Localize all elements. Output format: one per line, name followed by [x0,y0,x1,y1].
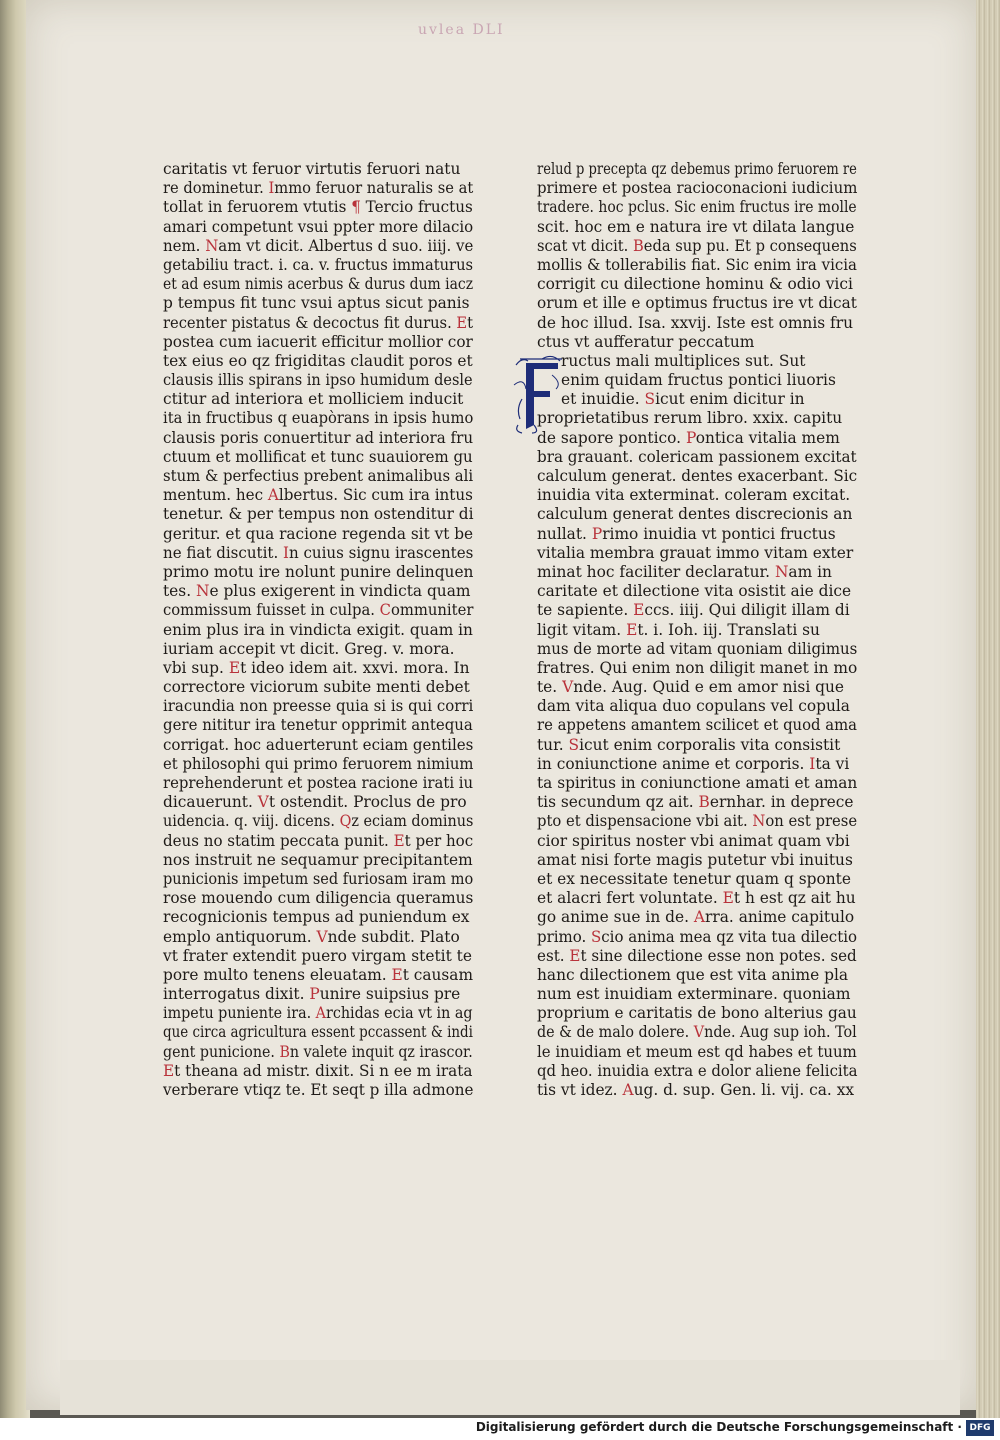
text-line: num est inuidiam exterminare. quoniam [537,985,851,1004]
text-line: in coniunctione anime et corporis. Ita vi [537,754,850,773]
text-line: tis vt idez. Aug. d. sup. Gen. li. vij. ca. xx [537,1081,855,1099]
rubric-mark: ¶ [351,198,361,217]
text-line: qd heo. inuidia extra e dolor aliene felicita [537,1061,858,1080]
text-line: iracundia non preesse quia si is qui corri [163,697,474,716]
rubric-mark: B [279,1042,290,1061]
text-line: orum et ille e optimus fructus ire vt dicat [537,294,857,313]
rubric-mark: P [685,428,696,447]
text-line: ita in fructibus q euapòrans in ipsis humo [163,409,474,428]
rubric-mark: E [393,831,405,850]
rubric-mark: E [391,965,403,984]
text-line: de hoc illud. Isa. xxvij. Iste est omnis fru [537,313,854,332]
text-column-left [163,160,473,1100]
text-line: te sapiente. Eccs. iiij. Qui diligit illam di [537,601,850,620]
text-line: calculum generat. dentes exacerbant. Sic [537,467,858,485]
rubric-mark: S [644,390,656,409]
rubric-mark: A [315,1004,326,1023]
rubric-mark: E [626,620,638,639]
rubric-mark: E [722,889,734,908]
text-line: ne fiat discutit. In cuius signu irascentes [163,543,474,562]
text-column-right [537,160,857,1100]
text-line: ligit vitam. Et. i. Ioh. iij. Translati su [537,620,820,639]
rubric-mark: N [752,812,766,831]
rubric-mark: N [205,236,219,255]
text-line: stum & perfectius prebent animalibus ali [163,467,474,485]
text-line: interrogatus dixit. Punire suipsius pre [163,985,461,1004]
text-line: primo. Scio anima mea qz vita tua dilectio [537,927,858,946]
text-line: scat vt dicit. Beda sup pu. Et p consequens [537,236,857,255]
text-line: corrigat. hoc aduerterunt eciam gentiles [163,735,474,754]
rubric-mark: I [809,754,816,773]
text-line: dam vita aliqua duo copulans vel copula [537,697,850,716]
text-line: mentum. hec Albertus. Sic cum ira intus [163,486,473,505]
rubric-mark: B [633,236,644,255]
text-line: rose mouendo cum diligencia queramus [163,889,474,908]
text-line: recognicionis tempus ad puniendum ex [163,908,470,927]
text-line: amari competunt vsui ppter more dilacio [163,217,474,236]
text-line: amat nisi forte magis putetur vbi inuitus [537,850,853,869]
text-line: que circa agricultura essent pccassent & indi [163,1023,473,1042]
text-line: re appetens amantem scilicet et quod ama [537,716,858,735]
text-line: proprietatibus rerum libro. xxix. capitu [537,409,843,428]
text-line: uidencia. q. viij. dicens. Qz eciam dominus [163,812,474,831]
text-line: et alacri fert voluntate. Et h est qz ait hu [537,889,856,908]
text-line: ctus vt aufferatur peccatum [537,332,755,351]
text-line: de & de malo dolere. Vnde. Aug sup ioh. Tol [537,1023,857,1042]
text-line: pore multo tenens eleuatam. Et causam [163,965,474,984]
text-line: gent punicione. Bn valete inquit qz irascor. [163,1042,473,1061]
text-line: tis secundum qz ait. Bernhar. in deprece [537,793,854,812]
page-bottom-edge [60,1360,960,1415]
rubric-mark: E [456,313,468,332]
text-line: recenter pistatus & decoctus fit durus. Et [163,313,474,332]
text-line: inuidia vita exterminat. coleram excitat. [537,486,851,505]
rubric-mark: E [163,1061,175,1080]
rubric-mark: E [633,601,645,620]
text-line: caritatis vt feruor virtutis feruori natu [163,160,461,178]
funding-credit: Digitalisierung gefördert durch die Deutsche Forschungsgemeinschaft · [475,1420,962,1434]
text-line: ructus mali multiplices sut. Sut [561,351,806,370]
text-line: cior spiritus noster vbi animat quam vbi [537,831,850,850]
text-line: proprium e caritatis de bono alterius gau [537,1004,857,1023]
text-line: p tempus fit tunc vsui aptus sicut panis [163,294,470,313]
shelfmark-note: uvlea DLI [418,22,505,38]
text-line: clausis illis spirans in ipso humidum desle [163,371,473,390]
text-line: enim quidam fructus pontici liuoris [561,371,836,390]
text-line: le inuidiam et meum est qd habes et tuum [537,1042,857,1061]
text-line: tes. Ne plus exigerent in vindicta quam [163,582,471,601]
rubric-mark: N [195,582,210,601]
text-line: reprehenderunt et postea racione irati iu [163,774,474,792]
text-line: geritur. et qua racione regenda sit vt be [163,524,474,543]
text-line: nullat. Primo inuidia vt pontici fructus [537,524,836,543]
text-line: est. Et sine dilectione esse non potes. sed [537,946,857,965]
text-line: tur. Sicut enim corporalis vita consistit [537,735,841,754]
text-line: commissum fuisset in culpa. Communiter [163,601,474,620]
rubric-mark: A [622,1081,634,1099]
dfg-logo: DFG [966,1420,994,1436]
text-line: ta spiritus in coniunctione amati et aman [537,774,858,792]
text-line: caritate et dilectione vita osistit aie dice [537,582,852,601]
text-line: vt frater extendit puero virgam stetit te [163,946,472,965]
text-line: vitalia membra grauat immo vitam exter [537,543,854,562]
text-line: relud p precepta qz debemus primo feruorem re [537,160,857,178]
text-line: Et theana ad mistr. dixit. Si n ee m irata [163,1061,473,1080]
text-line: ctuum et mollificat et tunc suauiorem gu [163,447,473,466]
text-line: fratres. Qui enim non diligit manet in mo [537,658,858,677]
text-line: nos instruit ne sequamur precipitantem [163,850,473,869]
text-line: mus de morte ad vitam quoniam diligimus [537,639,858,658]
text-line: primo motu ire nolunt punire delinquen [163,562,474,581]
text-line: postea cum iacuerit efficitur mollior cor [163,332,473,351]
text-line: gere nititur ira tenetur opprimit antequa [163,716,473,735]
text-line: enim plus ira in vindicta exigit. quam in [163,620,473,639]
text-line: calculum generat dentes discrecionis an [537,505,853,524]
rubric-mark: V [257,793,269,812]
text-line: deus no statim peccata punit. Et per hoc [163,831,474,850]
text-line: scit. hoc em e natura ire vt dilata langue [537,217,855,236]
rubric-mark: Q [339,812,352,831]
text-line: et inuidie. Sicut enim dicitur in [561,390,805,409]
rubric-mark: C [379,601,391,620]
text-line: corrigit cu dilectione hominu & odio vici [537,275,853,294]
rubric-mark: E [569,946,581,965]
rubric-mark: A [693,908,706,927]
text-line: tenetur. & per tempus non ostenditur di [163,505,474,524]
decorated-initial-f [512,355,564,435]
rubric-mark: P [591,524,603,543]
text-line: tex eius eo qz frigiditas claudit poros et [163,351,473,370]
text-line: et ad esum nimis acerbus & durus dum iacz [163,275,474,294]
text-line: tradere. hoc pclus. Sic enim fructus ire molle [537,198,857,217]
text-line: primere et postea racioconacioni iudicium [537,179,858,198]
rubric-mark: N [774,562,789,581]
text-line: et philosophi qui primo feruorem nimium [163,754,474,773]
text-line: de sapore pontico. Pontica vitalia mem [537,428,840,447]
rubric-mark: B [698,793,710,812]
rubric-mark: P [309,985,320,1004]
rubric-mark: S [568,735,580,754]
text-line: punicionis impetum sed furiosam iram mo [163,869,474,888]
text-line: bra grauant. colericam passionem excitat [537,447,857,466]
text-line: nem. Nam vt dicit. Albertus d suo. iiij. ve [163,236,474,255]
page-edges [976,0,1000,1418]
rubric-mark: E [228,658,241,677]
text-line: getabiliu tract. i. ca. v. fructus immaturus [163,255,474,274]
text-line: mollis & tollerabilis fiat. Sic enim ira vicia [537,255,857,274]
text-line: clausis poris conuertitur ad interiora fru [163,428,474,447]
text-line: et ex necessitate tenetur quam q sponte [537,869,851,888]
text-line: hanc dilectionem que est vita anime pla [537,965,849,984]
text-line: emplo antiquorum. Vnde subdit. Plato [163,927,460,946]
rubric-mark: S [591,927,602,946]
text-line: iuriam accepit vt dicit. Greg. v. mora. [163,639,455,658]
text-line: tollat in feruorem vtutis ¶ Tercio fructus [163,198,473,217]
rubric-mark: V [316,927,328,946]
text-line: re dominetur. Immo feruor naturalis se at [163,179,474,198]
text-line: verberare vtiqz te. Et seqt p illa admone [163,1081,474,1099]
text-line: pto et dispensacione vbi ait. Non est prese [537,812,858,831]
rubric-mark: I [268,179,275,198]
text-line: vbi sup. Et ideo idem ait. xxvi. mora. In [163,658,470,677]
rubric-mark: V [562,678,574,697]
text-line: ctitur ad interiora et molliciem inducit [163,390,464,409]
text-line: te. Vnde. Aug. Quid e em amor nisi que [537,678,845,697]
text-line: correctore viciorum subite menti debet [163,678,470,697]
text-line: go anime sue in de. Arra. anime capitulo [537,908,855,927]
text-line: minat hoc faciliter declaratur. Nam in [537,562,832,581]
text-line: impetu puniente ira. Archidas ecia vt in ag [163,1004,473,1023]
text-line: dicauerunt. Vt ostendit. Proclus de pro [163,793,467,812]
rubric-mark: A [267,486,279,505]
rubric-mark: I [283,543,289,562]
rubric-mark: V [693,1023,705,1042]
